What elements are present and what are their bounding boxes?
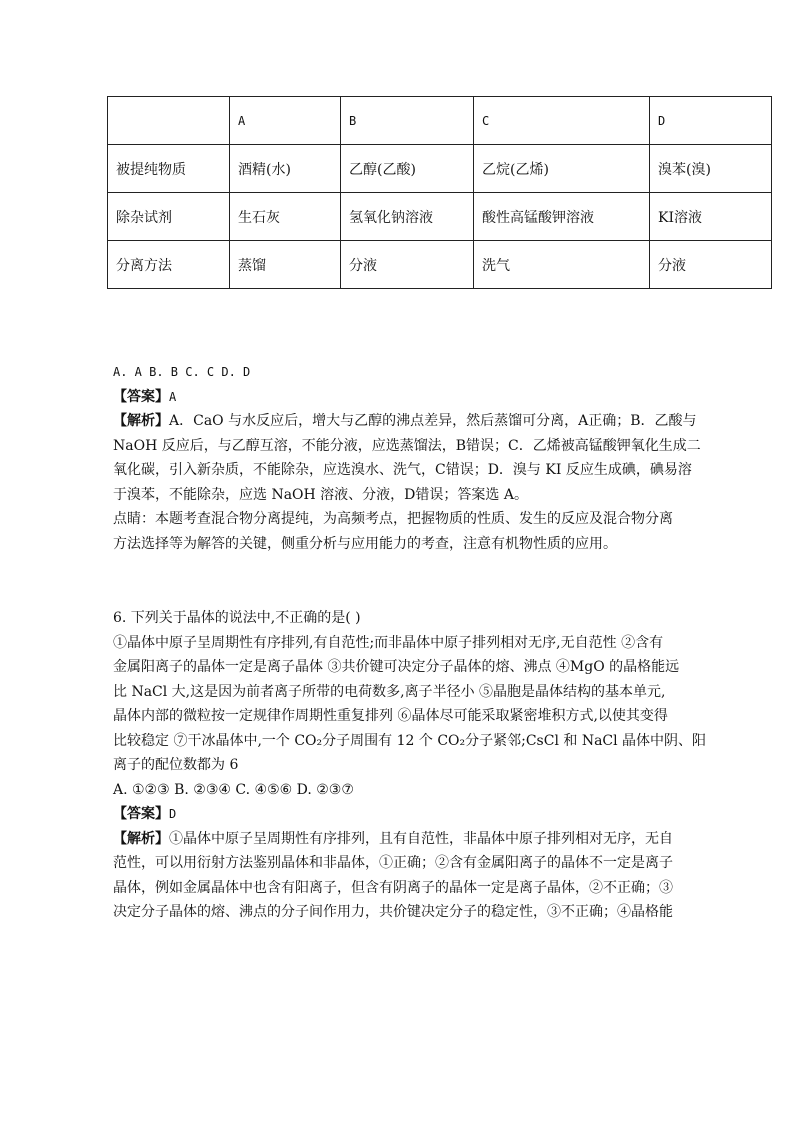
question-5-solution [113,360,701,556]
table-row [108,145,772,193]
q6-statement-line: ①晶体中原子呈周期性有序排列,有自范性;而非晶体中原子排列相对无序,无自范性 ②含有 [113,634,664,651]
analysis-tag: 【解析】 [113,830,169,847]
q6-statement-line: 晶体内部的微粒按一定规律作周期性重复排列 ⑥晶体尽可能采取紧密堆积方式,以使其变得 [113,708,668,724]
answer-tag: 【答案】 [113,388,169,405]
answer-tag: 【答案】 [113,806,169,822]
table-cell: 酒精(水) [230,145,341,193]
q6-statement-line: 比较稳定 ⑦干冰晶体中,一个 CO₂分子周围有 12 个 CO₂分子紧邻;CsCl 和 NaCl 晶体中阴、阳 [113,732,707,749]
table-cell: KI溶液 [650,193,772,241]
table-cell: 被提纯物质 [108,145,230,193]
analysis-text: ①晶体中原子呈周期性有序排列，且有自范性，非晶体中原子排列相对无序，无自 [169,830,673,847]
table-cell: 酸性高锰酸钾溶液 [474,193,650,241]
q5-analysis-line: NaOH 反应后，与乙醇互溶，不能分液，应选蒸馏法，B错误；C．乙烯被高锰酸钾氧化生成二 [113,437,701,454]
q5-answer [113,385,693,410]
q6-analysis-line [113,827,693,852]
q5-analysis-line: 于溴苯，不能除杂，应选 NaOH 溶液、分液，D错误；答案选 A。 [113,486,528,503]
table-cell: B [341,97,474,145]
analysis-text: A．CaO 与水反应后，增大与乙醇的沸点差异，然后蒸馏可分离，A正确；B．乙酸与 [169,413,697,429]
q6-analysis-line: 范性，可以用衍射方法鉴别晶体和非晶体，①正确；②含有金属阳离子的晶体不一定是离子 [113,855,673,871]
q6-statement-line: 比 NaCl 大,这是因为前者离子所带的电荷数多,离子半径小 ⑤晶胞是晶体结构的基本单元, [113,683,666,700]
table-cell: 生石灰 [230,193,341,241]
q5-comment-line: 方法选择等为解答的关键，侧重分析与应用能力的考查，注意有机物性质的应用。 [113,535,617,552]
q5-options: A. A B. B C. C D. D [113,365,251,379]
table-cell: D [650,97,772,145]
purification-table [107,96,772,289]
q6-statement-line: 离子的配位数都为 6 [113,757,239,773]
q6-statement-line: 金属阳离子的晶体一定是离子晶体 ③共价键可决定分子晶体的熔、沸点 ④MgO 的晶格能远 [113,659,680,675]
question-6 [113,606,707,925]
q6-analysis-line: 晶体，例如金属晶体中也含有阳离子，但含有阴离子的晶体一定是离子晶体，②不正确；③ [113,879,673,896]
q5-analysis-line: 氧化碳，引入新杂质，不能除杂，应选溴水、洗气，C错误；D．溴与 KI 反应生成碘，碘易溶 [113,462,692,478]
analysis-tag: 【解析】 [113,413,169,429]
q6-options: A. ①②③ B. ②③④ C. ④⑤⑥ D. ②③⑦ [113,781,354,798]
table-row [108,193,772,241]
table-cell: C [474,97,650,145]
table-cell: 分液 [341,241,474,289]
table-cell: 氢氧化钠溶液 [341,193,474,241]
answer-value: D [169,807,177,821]
table-cell: 溴苯(溴) [650,145,772,193]
q6-stem: 6. 下列关于晶体的说法中,不正确的是( ) [113,610,361,626]
q6-analysis-line: 决定分子晶体的熔、沸点的分子间作用力，共价键决定分子的稳定性，③不正确；④晶格能 [113,904,673,920]
q5-analysis-line [113,409,697,434]
q6-answer [113,802,693,827]
answer-value: A [169,389,177,404]
table-cell: 乙烷(乙烯) [474,145,650,193]
table-cell [108,97,230,145]
table-cell: 分液 [650,241,772,289]
table-cell: 蒸馏 [230,241,341,289]
table-header-row [108,97,772,145]
table-cell: 乙醇(乙酸) [341,145,474,193]
q5-comment-line: 点睛：本题考查混合物分离提纯，为高频考点，把握物质的性质、发生的反应及混合物分离 [113,511,673,527]
table-cell: A [230,97,341,145]
table-cell: 洗气 [474,241,650,289]
table-cell: 除杂试剂 [108,193,230,241]
table-cell: 分离方法 [108,241,230,289]
table-row [108,241,772,289]
